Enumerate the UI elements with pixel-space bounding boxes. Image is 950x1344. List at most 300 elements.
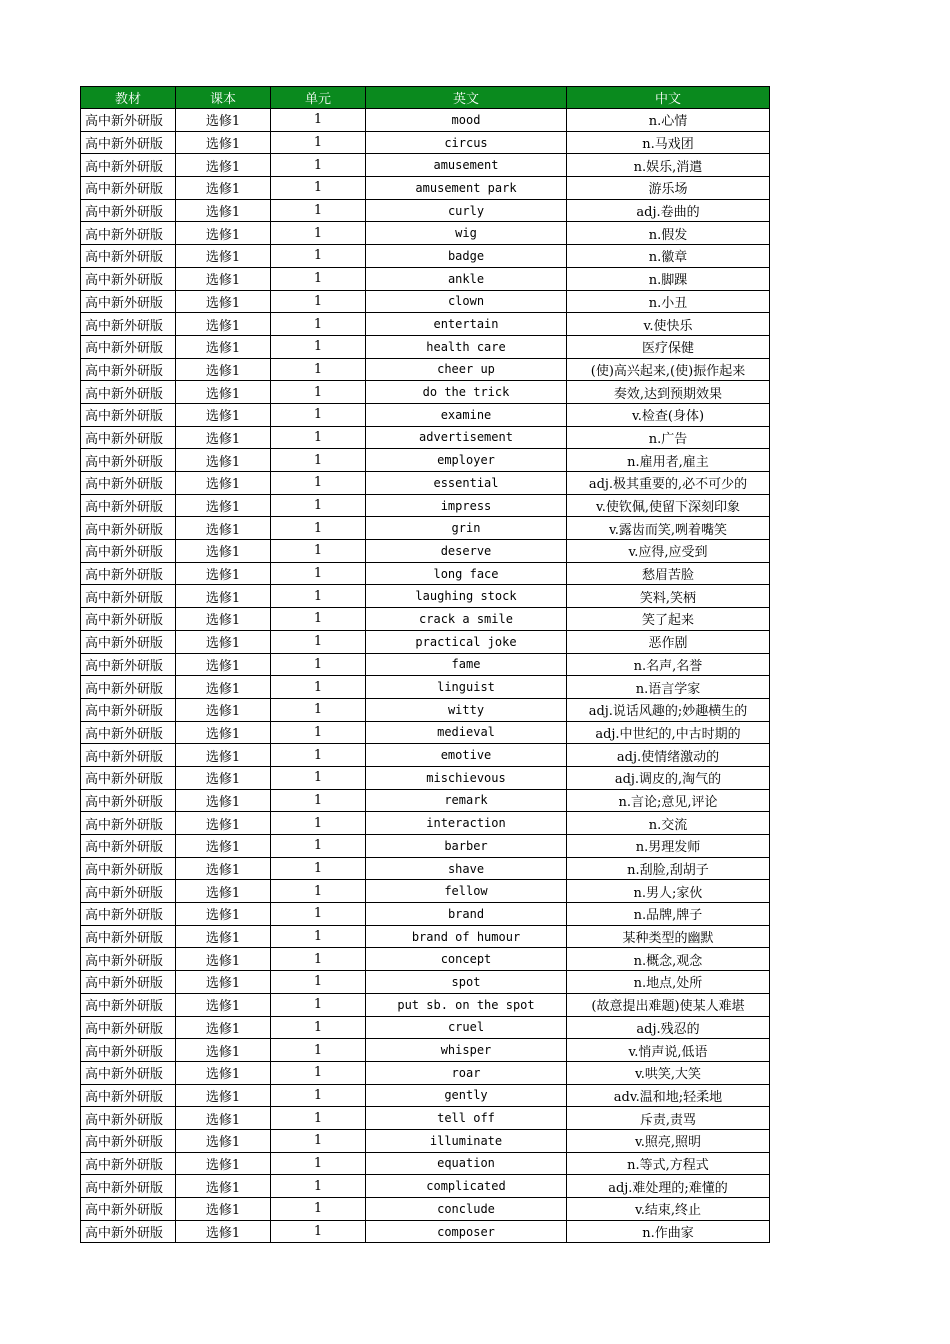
cell-english: badge bbox=[366, 245, 567, 268]
cell-unit: 1 bbox=[271, 1152, 366, 1175]
cell-english: cheer up bbox=[366, 358, 567, 381]
cell-unit: 1 bbox=[271, 925, 366, 948]
cell-book: 选修1 bbox=[176, 608, 271, 631]
cell-unit: 1 bbox=[271, 562, 366, 585]
cell-book: 选修1 bbox=[176, 1129, 271, 1152]
cell-chinese: 游乐场 bbox=[567, 177, 770, 200]
cell-textbook: 高中新外研版 bbox=[81, 1107, 176, 1130]
cell-book: 选修1 bbox=[176, 1084, 271, 1107]
cell-unit: 1 bbox=[271, 903, 366, 926]
cell-book: 选修1 bbox=[176, 154, 271, 177]
cell-book: 选修1 bbox=[176, 880, 271, 903]
cell-chinese: n.言论;意见,评论 bbox=[567, 789, 770, 812]
table-row bbox=[81, 335, 770, 358]
cell-textbook: 高中新外研版 bbox=[81, 698, 176, 721]
cell-chinese: adj.极其重要的,必不可少的 bbox=[567, 472, 770, 495]
cell-unit: 1 bbox=[271, 1220, 366, 1243]
cell-chinese: n.心情 bbox=[567, 109, 770, 132]
cell-textbook: 高中新外研版 bbox=[81, 1129, 176, 1152]
cell-english: do the trick bbox=[366, 381, 567, 404]
cell-textbook: 高中新外研版 bbox=[81, 1016, 176, 1039]
cell-unit: 1 bbox=[271, 403, 366, 426]
table-row bbox=[81, 358, 770, 381]
table-row bbox=[81, 880, 770, 903]
cell-unit: 1 bbox=[271, 1039, 366, 1062]
cell-book: 选修1 bbox=[176, 1198, 271, 1221]
cell-english: equation bbox=[366, 1152, 567, 1175]
cell-textbook: 高中新外研版 bbox=[81, 245, 176, 268]
table-row bbox=[81, 131, 770, 154]
cell-book: 选修1 bbox=[176, 245, 271, 268]
cell-unit: 1 bbox=[271, 494, 366, 517]
cell-unit: 1 bbox=[271, 335, 366, 358]
cell-english: entertain bbox=[366, 313, 567, 336]
table-row bbox=[81, 903, 770, 926]
cell-english: clown bbox=[366, 290, 567, 313]
cell-unit: 1 bbox=[271, 517, 366, 540]
cell-unit: 1 bbox=[271, 131, 366, 154]
cell-unit: 1 bbox=[271, 630, 366, 653]
cell-book: 选修1 bbox=[176, 789, 271, 812]
cell-book: 选修1 bbox=[176, 290, 271, 313]
cell-book: 选修1 bbox=[176, 562, 271, 585]
cell-english: wig bbox=[366, 222, 567, 245]
cell-textbook: 高中新外研版 bbox=[81, 426, 176, 449]
cell-unit: 1 bbox=[271, 540, 366, 563]
table-row bbox=[81, 267, 770, 290]
table-row bbox=[81, 517, 770, 540]
cell-unit: 1 bbox=[271, 1129, 366, 1152]
cell-english: put sb. on the spot bbox=[366, 993, 567, 1016]
cell-textbook: 高中新外研版 bbox=[81, 1220, 176, 1243]
table-row bbox=[81, 1107, 770, 1130]
cell-chinese: n.男理发师 bbox=[567, 835, 770, 858]
cell-book: 选修1 bbox=[176, 1107, 271, 1130]
cell-textbook: 高中新外研版 bbox=[81, 222, 176, 245]
cell-chinese: 恶作剧 bbox=[567, 630, 770, 653]
table-row bbox=[81, 789, 770, 812]
cell-textbook: 高中新外研版 bbox=[81, 903, 176, 926]
table-row bbox=[81, 1129, 770, 1152]
cell-unit: 1 bbox=[271, 948, 366, 971]
cell-textbook: 高中新外研版 bbox=[81, 766, 176, 789]
table-row bbox=[81, 608, 770, 631]
cell-unit: 1 bbox=[271, 1084, 366, 1107]
cell-chinese: adj.中世纪的,中古时期的 bbox=[567, 721, 770, 744]
cell-english: emotive bbox=[366, 744, 567, 767]
table-row bbox=[81, 721, 770, 744]
cell-textbook: 高中新外研版 bbox=[81, 472, 176, 495]
cell-unit: 1 bbox=[271, 653, 366, 676]
cell-english: medieval bbox=[366, 721, 567, 744]
cell-chinese: (使)高兴起来,(使)振作起来 bbox=[567, 358, 770, 381]
cell-unit: 1 bbox=[271, 177, 366, 200]
cell-english: concept bbox=[366, 948, 567, 971]
table-row bbox=[81, 109, 770, 132]
cell-book: 选修1 bbox=[176, 199, 271, 222]
table-row bbox=[81, 222, 770, 245]
cell-unit: 1 bbox=[271, 608, 366, 631]
table-row bbox=[81, 676, 770, 699]
cell-english: advertisement bbox=[366, 426, 567, 449]
cell-unit: 1 bbox=[271, 789, 366, 812]
cell-book: 选修1 bbox=[176, 381, 271, 404]
cell-unit: 1 bbox=[271, 1061, 366, 1084]
cell-unit: 1 bbox=[271, 290, 366, 313]
cell-textbook: 高中新外研版 bbox=[81, 154, 176, 177]
cell-chinese: 奏效,达到预期效果 bbox=[567, 381, 770, 404]
cell-chinese: n.交流 bbox=[567, 812, 770, 835]
cell-book: 选修1 bbox=[176, 449, 271, 472]
cell-english: practical joke bbox=[366, 630, 567, 653]
cell-textbook: 高中新外研版 bbox=[81, 517, 176, 540]
cell-textbook: 高中新外研版 bbox=[81, 744, 176, 767]
table-row bbox=[81, 245, 770, 268]
table-row bbox=[81, 540, 770, 563]
cell-english: deserve bbox=[366, 540, 567, 563]
cell-book: 选修1 bbox=[176, 472, 271, 495]
cell-book: 选修1 bbox=[176, 812, 271, 835]
cell-english: long face bbox=[366, 562, 567, 585]
table-row bbox=[81, 177, 770, 200]
cell-chinese: n.徽章 bbox=[567, 245, 770, 268]
cell-chinese: adj.难处理的;难懂的 bbox=[567, 1175, 770, 1198]
cell-book: 选修1 bbox=[176, 1039, 271, 1062]
cell-book: 选修1 bbox=[176, 721, 271, 744]
header-textbook: 教材 bbox=[81, 87, 176, 109]
cell-chinese: n.语言学家 bbox=[567, 676, 770, 699]
table-row bbox=[81, 925, 770, 948]
table-row bbox=[81, 449, 770, 472]
cell-unit: 1 bbox=[271, 109, 366, 132]
cell-chinese: n.概念,观念 bbox=[567, 948, 770, 971]
cell-book: 选修1 bbox=[176, 698, 271, 721]
cell-chinese: n.广告 bbox=[567, 426, 770, 449]
header-chinese: 中文 bbox=[567, 87, 770, 109]
cell-chinese: v.露齿而笑,咧着嘴笑 bbox=[567, 517, 770, 540]
cell-english: illuminate bbox=[366, 1129, 567, 1152]
cell-chinese: n.等式,方程式 bbox=[567, 1152, 770, 1175]
cell-chinese: v.哄笑,大笑 bbox=[567, 1061, 770, 1084]
cell-english: spot bbox=[366, 971, 567, 994]
cell-english: mischievous bbox=[366, 766, 567, 789]
cell-textbook: 高中新外研版 bbox=[81, 971, 176, 994]
cell-book: 选修1 bbox=[176, 903, 271, 926]
cell-textbook: 高中新外研版 bbox=[81, 131, 176, 154]
cell-textbook: 高中新外研版 bbox=[81, 267, 176, 290]
cell-unit: 1 bbox=[271, 1107, 366, 1130]
cell-unit: 1 bbox=[271, 993, 366, 1016]
table-row bbox=[81, 199, 770, 222]
cell-book: 选修1 bbox=[176, 630, 271, 653]
cell-chinese: n.品牌,牌子 bbox=[567, 903, 770, 926]
table-row bbox=[81, 313, 770, 336]
header-english: 英文 bbox=[366, 87, 567, 109]
cell-unit: 1 bbox=[271, 199, 366, 222]
cell-chinese: n.假发 bbox=[567, 222, 770, 245]
cell-chinese: 愁眉苦脸 bbox=[567, 562, 770, 585]
cell-textbook: 高中新外研版 bbox=[81, 290, 176, 313]
cell-textbook: 高中新外研版 bbox=[81, 381, 176, 404]
cell-textbook: 高中新外研版 bbox=[81, 812, 176, 835]
cell-unit: 1 bbox=[271, 766, 366, 789]
cell-english: fellow bbox=[366, 880, 567, 903]
cell-chinese: (故意提出难题)使某人难堪 bbox=[567, 993, 770, 1016]
cell-book: 选修1 bbox=[176, 177, 271, 200]
cell-chinese: v.照亮,照明 bbox=[567, 1129, 770, 1152]
cell-book: 选修1 bbox=[176, 517, 271, 540]
cell-unit: 1 bbox=[271, 245, 366, 268]
cell-book: 选修1 bbox=[176, 1152, 271, 1175]
cell-book: 选修1 bbox=[176, 494, 271, 517]
cell-chinese: 医疗保健 bbox=[567, 335, 770, 358]
cell-english: circus bbox=[366, 131, 567, 154]
cell-chinese: n.地点,处所 bbox=[567, 971, 770, 994]
cell-unit: 1 bbox=[271, 1175, 366, 1198]
table-row bbox=[81, 744, 770, 767]
cell-unit: 1 bbox=[271, 971, 366, 994]
table-row bbox=[81, 630, 770, 653]
cell-unit: 1 bbox=[271, 222, 366, 245]
table-row bbox=[81, 857, 770, 880]
cell-chinese: v.使钦佩,使留下深刻印象 bbox=[567, 494, 770, 517]
table-row bbox=[81, 403, 770, 426]
cell-english: remark bbox=[366, 789, 567, 812]
cell-unit: 1 bbox=[271, 812, 366, 835]
cell-chinese: adj.卷曲的 bbox=[567, 199, 770, 222]
cell-book: 选修1 bbox=[176, 313, 271, 336]
cell-textbook: 高中新外研版 bbox=[81, 1061, 176, 1084]
cell-unit: 1 bbox=[271, 744, 366, 767]
cell-textbook: 高中新外研版 bbox=[81, 1152, 176, 1175]
cell-english: roar bbox=[366, 1061, 567, 1084]
cell-english: brand bbox=[366, 903, 567, 926]
table-row bbox=[81, 290, 770, 313]
cell-english: laughing stock bbox=[366, 585, 567, 608]
table-row bbox=[81, 971, 770, 994]
table-row bbox=[81, 698, 770, 721]
cell-unit: 1 bbox=[271, 449, 366, 472]
cell-textbook: 高中新外研版 bbox=[81, 494, 176, 517]
cell-unit: 1 bbox=[271, 676, 366, 699]
cell-textbook: 高中新外研版 bbox=[81, 676, 176, 699]
cell-chinese: 笑料,笑柄 bbox=[567, 585, 770, 608]
table-row bbox=[81, 835, 770, 858]
cell-chinese: n.作曲家 bbox=[567, 1220, 770, 1243]
table-row bbox=[81, 494, 770, 517]
cell-english: interaction bbox=[366, 812, 567, 835]
table-row bbox=[81, 1039, 770, 1062]
cell-book: 选修1 bbox=[176, 653, 271, 676]
cell-unit: 1 bbox=[271, 721, 366, 744]
cell-book: 选修1 bbox=[176, 358, 271, 381]
cell-english: crack a smile bbox=[366, 608, 567, 631]
cell-textbook: 高中新外研版 bbox=[81, 993, 176, 1016]
cell-unit: 1 bbox=[271, 472, 366, 495]
cell-textbook: 高中新外研版 bbox=[81, 449, 176, 472]
cell-chinese: adj.说话风趣的;妙趣横生的 bbox=[567, 698, 770, 721]
cell-english: linguist bbox=[366, 676, 567, 699]
cell-english: impress bbox=[366, 494, 567, 517]
cell-unit: 1 bbox=[271, 154, 366, 177]
table-row bbox=[81, 585, 770, 608]
cell-book: 选修1 bbox=[176, 335, 271, 358]
table-row bbox=[81, 1175, 770, 1198]
cell-unit: 1 bbox=[271, 1016, 366, 1039]
table-row bbox=[81, 812, 770, 835]
cell-chinese: 笑了起来 bbox=[567, 608, 770, 631]
cell-chinese: v.应得,应受到 bbox=[567, 540, 770, 563]
cell-chinese: adj.调皮的,淘气的 bbox=[567, 766, 770, 789]
cell-unit: 1 bbox=[271, 358, 366, 381]
table-row bbox=[81, 948, 770, 971]
table-row bbox=[81, 1061, 770, 1084]
cell-english: health care bbox=[366, 335, 567, 358]
cell-english: fame bbox=[366, 653, 567, 676]
cell-chinese: 斥责,责骂 bbox=[567, 1107, 770, 1130]
cell-book: 选修1 bbox=[176, 971, 271, 994]
cell-english: examine bbox=[366, 403, 567, 426]
cell-english: barber bbox=[366, 835, 567, 858]
cell-english: shave bbox=[366, 857, 567, 880]
cell-book: 选修1 bbox=[176, 1175, 271, 1198]
cell-book: 选修1 bbox=[176, 540, 271, 563]
header-book: 课本 bbox=[176, 87, 271, 109]
cell-book: 选修1 bbox=[176, 744, 271, 767]
cell-english: amusement park bbox=[366, 177, 567, 200]
table-row bbox=[81, 381, 770, 404]
cell-english: witty bbox=[366, 698, 567, 721]
cell-unit: 1 bbox=[271, 857, 366, 880]
cell-textbook: 高中新外研版 bbox=[81, 199, 176, 222]
cell-english: whisper bbox=[366, 1039, 567, 1062]
cell-unit: 1 bbox=[271, 835, 366, 858]
cell-unit: 1 bbox=[271, 381, 366, 404]
cell-english: complicated bbox=[366, 1175, 567, 1198]
cell-book: 选修1 bbox=[176, 109, 271, 132]
cell-chinese: v.使快乐 bbox=[567, 313, 770, 336]
cell-textbook: 高中新外研版 bbox=[81, 1084, 176, 1107]
cell-book: 选修1 bbox=[176, 1061, 271, 1084]
cell-unit: 1 bbox=[271, 585, 366, 608]
cell-textbook: 高中新外研版 bbox=[81, 540, 176, 563]
cell-chinese: n.马戏团 bbox=[567, 131, 770, 154]
cell-textbook: 高中新外研版 bbox=[81, 313, 176, 336]
cell-unit: 1 bbox=[271, 880, 366, 903]
cell-book: 选修1 bbox=[176, 766, 271, 789]
cell-textbook: 高中新外研版 bbox=[81, 925, 176, 948]
cell-book: 选修1 bbox=[176, 426, 271, 449]
cell-chinese: n.脚踝 bbox=[567, 267, 770, 290]
cell-book: 选修1 bbox=[176, 676, 271, 699]
cell-book: 选修1 bbox=[176, 267, 271, 290]
cell-textbook: 高中新外研版 bbox=[81, 1039, 176, 1062]
cell-english: grin bbox=[366, 517, 567, 540]
cell-textbook: 高中新外研版 bbox=[81, 177, 176, 200]
table-row bbox=[81, 1198, 770, 1221]
header-unit: 单元 bbox=[271, 87, 366, 109]
cell-book: 选修1 bbox=[176, 403, 271, 426]
cell-book: 选修1 bbox=[176, 948, 271, 971]
cell-english: cruel bbox=[366, 1016, 567, 1039]
cell-unit: 1 bbox=[271, 313, 366, 336]
cell-chinese: n.娱乐,消遣 bbox=[567, 154, 770, 177]
cell-unit: 1 bbox=[271, 426, 366, 449]
cell-textbook: 高中新外研版 bbox=[81, 630, 176, 653]
cell-book: 选修1 bbox=[176, 131, 271, 154]
cell-chinese: adj.使情绪激动的 bbox=[567, 744, 770, 767]
cell-book: 选修1 bbox=[176, 857, 271, 880]
cell-textbook: 高中新外研版 bbox=[81, 562, 176, 585]
cell-chinese: v.悄声说,低语 bbox=[567, 1039, 770, 1062]
cell-chinese: n.雇用者,雇主 bbox=[567, 449, 770, 472]
cell-english: tell off bbox=[366, 1107, 567, 1130]
table-row bbox=[81, 426, 770, 449]
cell-book: 选修1 bbox=[176, 1016, 271, 1039]
cell-book: 选修1 bbox=[176, 835, 271, 858]
cell-chinese: n.男人;家伙 bbox=[567, 880, 770, 903]
cell-unit: 1 bbox=[271, 267, 366, 290]
table-row bbox=[81, 1016, 770, 1039]
table-row bbox=[81, 1084, 770, 1107]
cell-chinese: v.结束,终止 bbox=[567, 1198, 770, 1221]
cell-english: ankle bbox=[366, 267, 567, 290]
table-row bbox=[81, 1220, 770, 1243]
cell-textbook: 高中新外研版 bbox=[81, 653, 176, 676]
cell-textbook: 高中新外研版 bbox=[81, 948, 176, 971]
cell-textbook: 高中新外研版 bbox=[81, 789, 176, 812]
cell-chinese: 某种类型的幽默 bbox=[567, 925, 770, 948]
cell-english: conclude bbox=[366, 1198, 567, 1221]
vocabulary-table bbox=[80, 86, 770, 1243]
table-body bbox=[81, 109, 770, 1243]
cell-book: 选修1 bbox=[176, 585, 271, 608]
cell-unit: 1 bbox=[271, 1198, 366, 1221]
table-row bbox=[81, 562, 770, 585]
cell-english: mood bbox=[366, 109, 567, 132]
cell-book: 选修1 bbox=[176, 222, 271, 245]
cell-textbook: 高中新外研版 bbox=[81, 857, 176, 880]
cell-english: curly bbox=[366, 199, 567, 222]
cell-english: employer bbox=[366, 449, 567, 472]
cell-textbook: 高中新外研版 bbox=[81, 835, 176, 858]
cell-chinese: n.名声,名誉 bbox=[567, 653, 770, 676]
cell-textbook: 高中新外研版 bbox=[81, 335, 176, 358]
cell-textbook: 高中新外研版 bbox=[81, 585, 176, 608]
cell-english: gently bbox=[366, 1084, 567, 1107]
cell-chinese: v.检查(身体) bbox=[567, 403, 770, 426]
cell-chinese: adv.温和地;轻柔地 bbox=[567, 1084, 770, 1107]
cell-chinese: n.刮脸,刮胡子 bbox=[567, 857, 770, 880]
cell-english: composer bbox=[366, 1220, 567, 1243]
table-row bbox=[81, 993, 770, 1016]
cell-english: amusement bbox=[366, 154, 567, 177]
table-row bbox=[81, 472, 770, 495]
cell-textbook: 高中新外研版 bbox=[81, 608, 176, 631]
table-row bbox=[81, 154, 770, 177]
cell-textbook: 高中新外研版 bbox=[81, 403, 176, 426]
cell-book: 选修1 bbox=[176, 925, 271, 948]
cell-chinese: adj.残忍的 bbox=[567, 1016, 770, 1039]
cell-textbook: 高中新外研版 bbox=[81, 880, 176, 903]
cell-chinese: n.小丑 bbox=[567, 290, 770, 313]
table-row bbox=[81, 653, 770, 676]
cell-book: 选修1 bbox=[176, 1220, 271, 1243]
cell-textbook: 高中新外研版 bbox=[81, 1198, 176, 1221]
cell-textbook: 高中新外研版 bbox=[81, 721, 176, 744]
table-row bbox=[81, 766, 770, 789]
header-row bbox=[81, 87, 770, 109]
